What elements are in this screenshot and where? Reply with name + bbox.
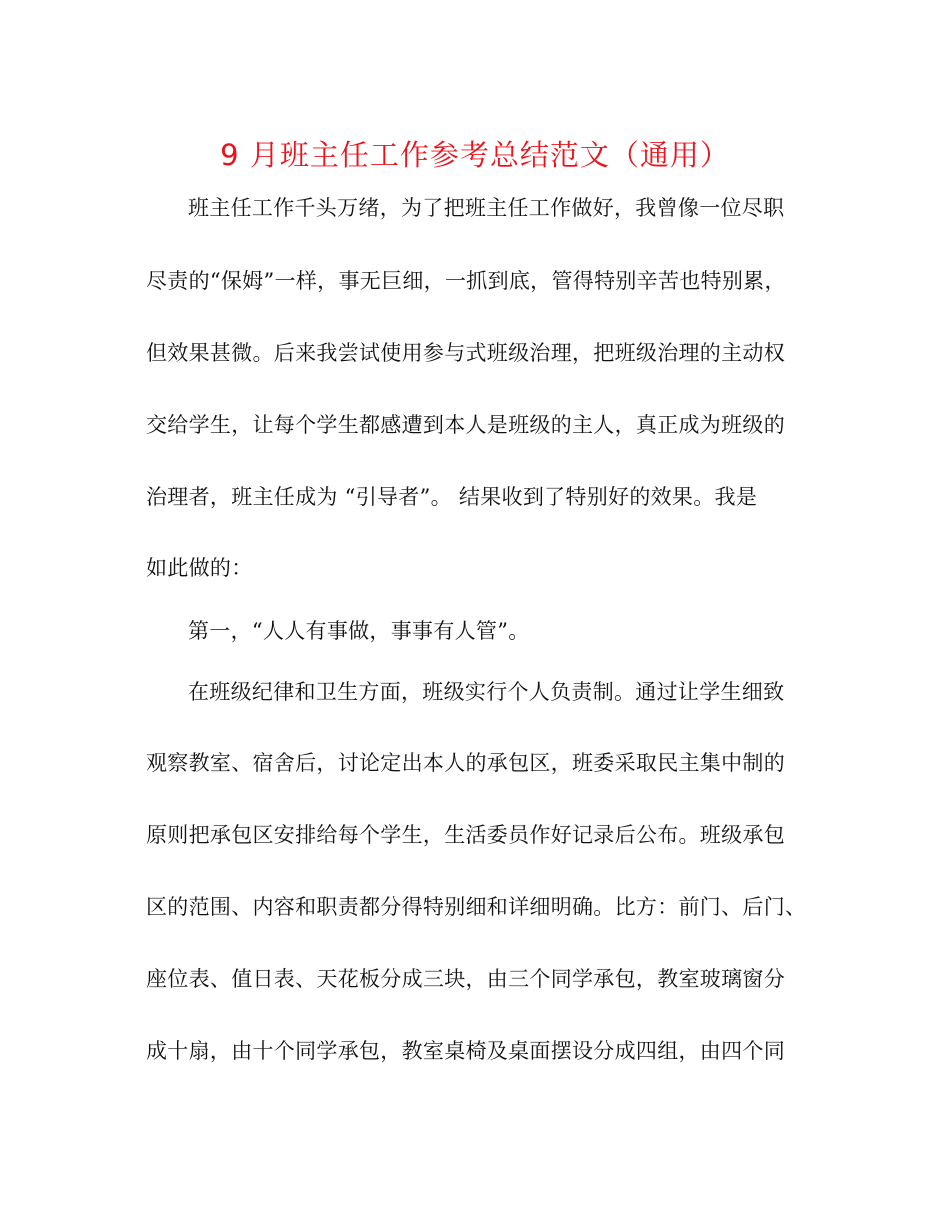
paragraph-line: 交给学生，让每个学生都感遭到本人是班级的主人，真正成为班级的 bbox=[146, 413, 785, 437]
paragraph-line: 但效果甚微。后来我尝试使用参与式班级治理，把班级治理的主动权 bbox=[146, 341, 785, 365]
paragraph-line: 治理者，班主任成为 “引导者”。 结果收到了特别好的效果。我是 bbox=[146, 485, 758, 509]
paragraph-line: 座位表、值日表、天花板分成三块，由三个同学承包，教室玻璃窗分 bbox=[146, 967, 785, 991]
paragraph-line: 尽责的“保姆”一样，事无巨细，一抓到底，管得特别辛苦也特别累， bbox=[146, 269, 786, 293]
paragraph-line: 原则把承包区安排给每个学生，生活委员作好记录后公布。班级承包 bbox=[146, 823, 785, 847]
paragraph-line: 在班级纪律和卫生方面，班级实行个人负责制。通过让学生细致 bbox=[188, 680, 785, 704]
document-title: 9 月班主任工作参考总结范文（通用） bbox=[220, 138, 730, 172]
paragraph-line: 第一，“人人有事做，事事有人管”。 bbox=[188, 619, 530, 643]
paragraph-line: 成十扇，由十个同学承包，教室桌椅及桌面摆设分成四组，由四个同 bbox=[146, 1039, 785, 1063]
paragraph-line: 区的范围、内容和职责都分得特别细和详细明确。比方：前门、后门、 bbox=[146, 895, 807, 919]
paragraph-line: 班主任工作千头万绪，为了把班主任工作做好，我曾像一位尽职 bbox=[188, 196, 785, 220]
paragraph-line: 观察教室、宿舍后，讨论定出本人的承包区，班委采取民主集中制的 bbox=[146, 751, 785, 775]
paragraph-line: 如此做的： bbox=[146, 556, 253, 580]
